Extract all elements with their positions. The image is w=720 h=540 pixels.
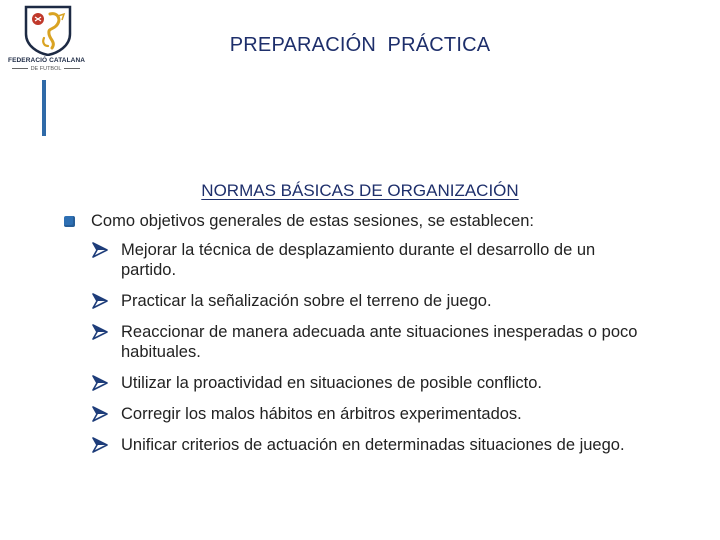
arrow-bullet-icon <box>92 375 110 391</box>
arrow-bullet-icon <box>92 437 110 453</box>
list-item-text: Reaccionar de manera adecuada ante situaciones inesperadas o poco habituales. <box>121 323 638 361</box>
list-item <box>92 240 642 280</box>
federation-logo <box>8 4 84 74</box>
page-title: PREPARACIÓN PRÁCTICA <box>229 34 491 56</box>
square-bullet-icon <box>64 216 75 227</box>
federation-shield-logo-icon <box>22 4 74 56</box>
arrow-bullet-icon <box>92 293 110 309</box>
list-item <box>92 291 642 311</box>
list-item <box>92 373 642 393</box>
logo-subtitle: DE FUTBOL <box>8 66 84 72</box>
list-item-text: Mejorar la técnica de desplazamiento durante el desarrollo de un partido. <box>121 241 596 279</box>
list-item <box>92 435 642 455</box>
list-item-text: Practicar la señalización sobre el terreno de juego. <box>121 292 492 310</box>
list-item-text: Corregir los malos hábitos en árbitros experimentados. <box>121 405 522 423</box>
arrow-bullet-icon <box>92 324 110 340</box>
list-item-text: Unificar criterios de actuación en determinadas situaciones de juego. <box>121 436 625 454</box>
section-title: NORMAS BÁSICAS DE ORGANIZACIÓN <box>201 181 519 200</box>
list-item-text: Utilizar la proactividad en situaciones de posible conflicto. <box>121 374 542 392</box>
intro-text: Como objetivos generales de estas sesiones, se establecen: <box>91 212 535 230</box>
list-item <box>92 322 642 362</box>
accent-bar <box>42 80 46 136</box>
objectives-list <box>92 240 642 466</box>
arrow-bullet-icon <box>92 406 110 422</box>
intro-line <box>64 211 684 232</box>
list-item <box>92 404 642 424</box>
arrow-bullet-icon <box>92 242 110 258</box>
logo-name: FEDERACIÓ CATALANA <box>8 57 86 64</box>
